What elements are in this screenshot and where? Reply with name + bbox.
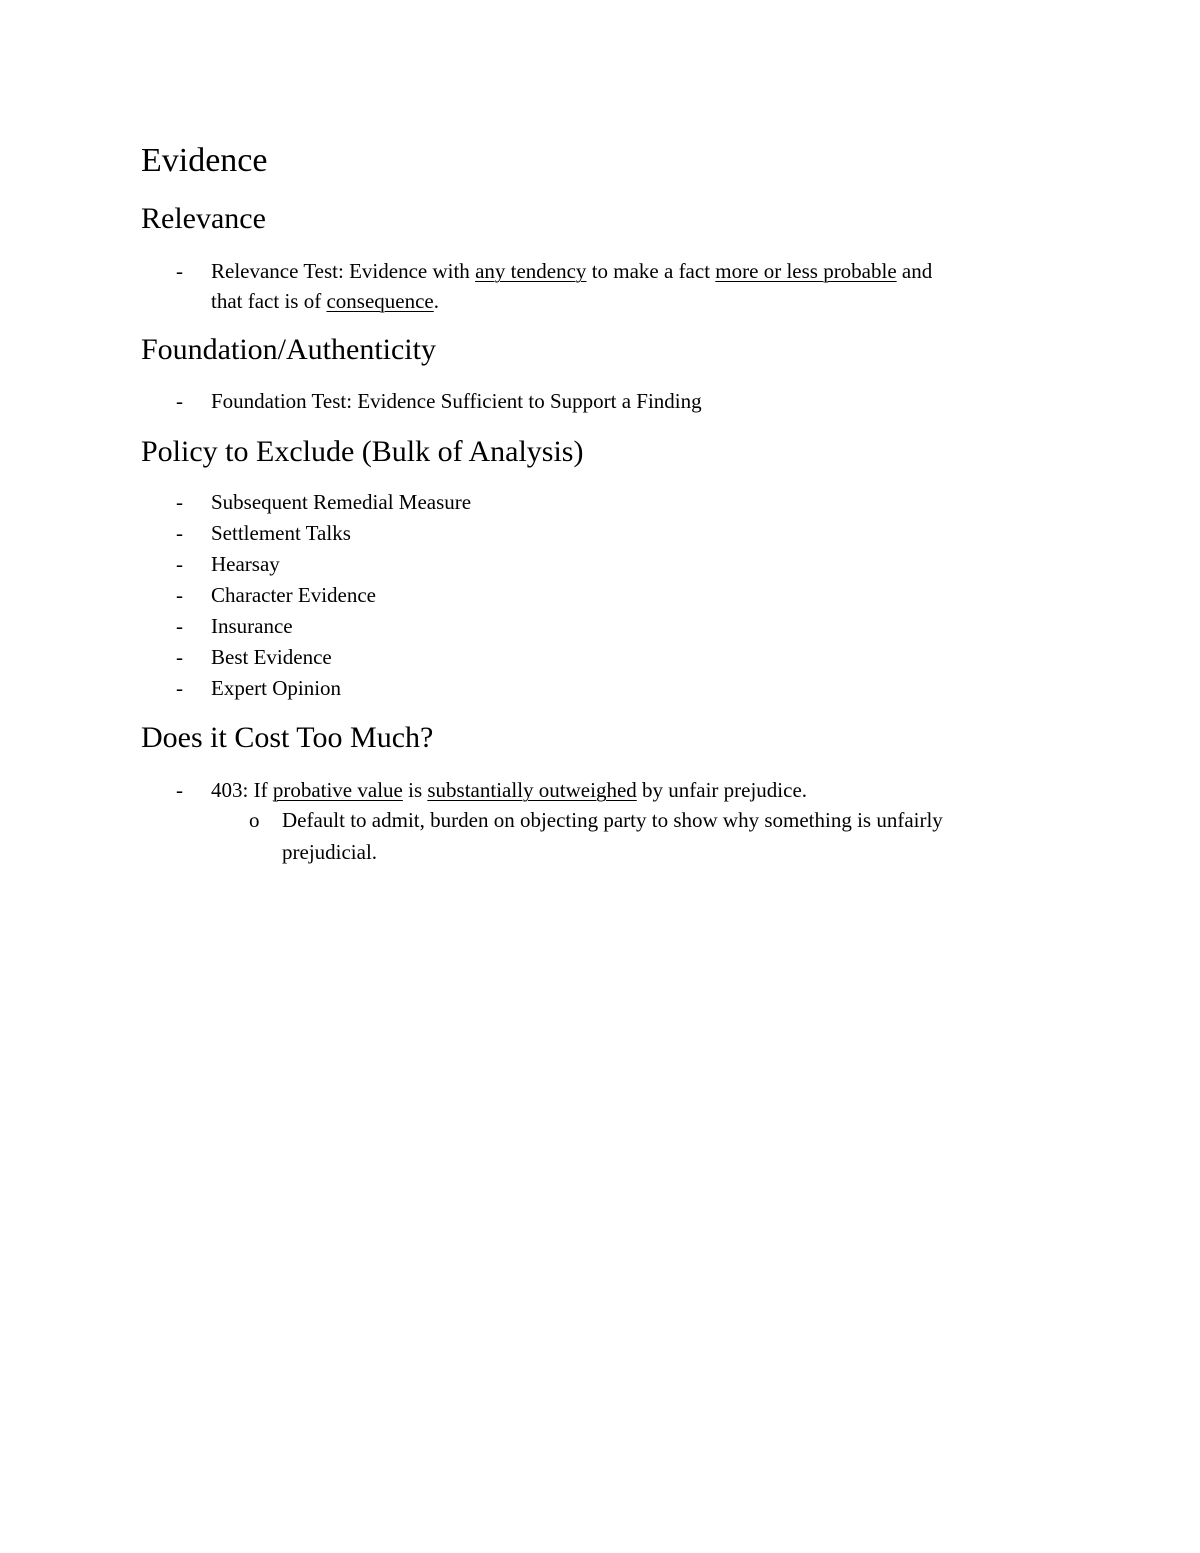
list-bullet: -	[176, 389, 183, 413]
section-heading-foundation: Foundation/Authenticity	[141, 333, 436, 366]
sub-list-item: Default to admit, burden on objecting party to show why something is unfairly	[282, 808, 943, 832]
list-bullet: -	[176, 552, 183, 576]
list-item: Hearsay	[211, 552, 280, 576]
list-bullet: -	[176, 583, 183, 607]
list-bullet: -	[176, 778, 183, 802]
section-heading-relevance: Relevance	[141, 202, 266, 235]
list-item: Insurance	[211, 614, 293, 638]
sub-list-bullet: o	[249, 808, 260, 832]
list-bullet: -	[176, 614, 183, 638]
list-item: Settlement Talks	[211, 521, 351, 545]
list-bullet: -	[176, 490, 183, 514]
list-item: Relevance Test: Evidence with any tendency to make a fact more or less probable and	[211, 259, 933, 283]
underlined-term: consequence	[326, 289, 434, 313]
underlined-term: more or less probable	[715, 259, 897, 283]
list-item: Expert Opinion	[211, 676, 342, 700]
list-item: Best Evidence	[211, 645, 332, 669]
section-heading-policy-to-exclude: Policy to Exclude (Bulk of Analysis)	[141, 435, 584, 468]
list-item: Foundation Test: Evidence Sufficient to Support a Finding	[211, 389, 702, 413]
underlined-term: any tendency	[475, 259, 587, 283]
list-bullet: -	[176, 645, 183, 669]
underlined-term: substantially outweighed	[427, 778, 637, 802]
sub-list-item-continuation: prejudicial.	[282, 840, 378, 864]
list-item: Subsequent Remedial Measure	[211, 490, 472, 514]
list-item: 403: If probative value is substantially outweighed by unfair prejudice.	[211, 778, 808, 802]
list-bullet: -	[176, 259, 183, 283]
list-bullet: -	[176, 521, 183, 545]
list-bullet: -	[176, 676, 183, 700]
underlined-term: probative value	[272, 778, 403, 802]
list-item-continuation: that fact is of consequence.	[211, 289, 439, 313]
section-heading-cost-too-much: Does it Cost Too Much?	[141, 721, 434, 754]
document-title: Evidence	[141, 142, 268, 179]
list-item: Character Evidence	[211, 583, 376, 607]
